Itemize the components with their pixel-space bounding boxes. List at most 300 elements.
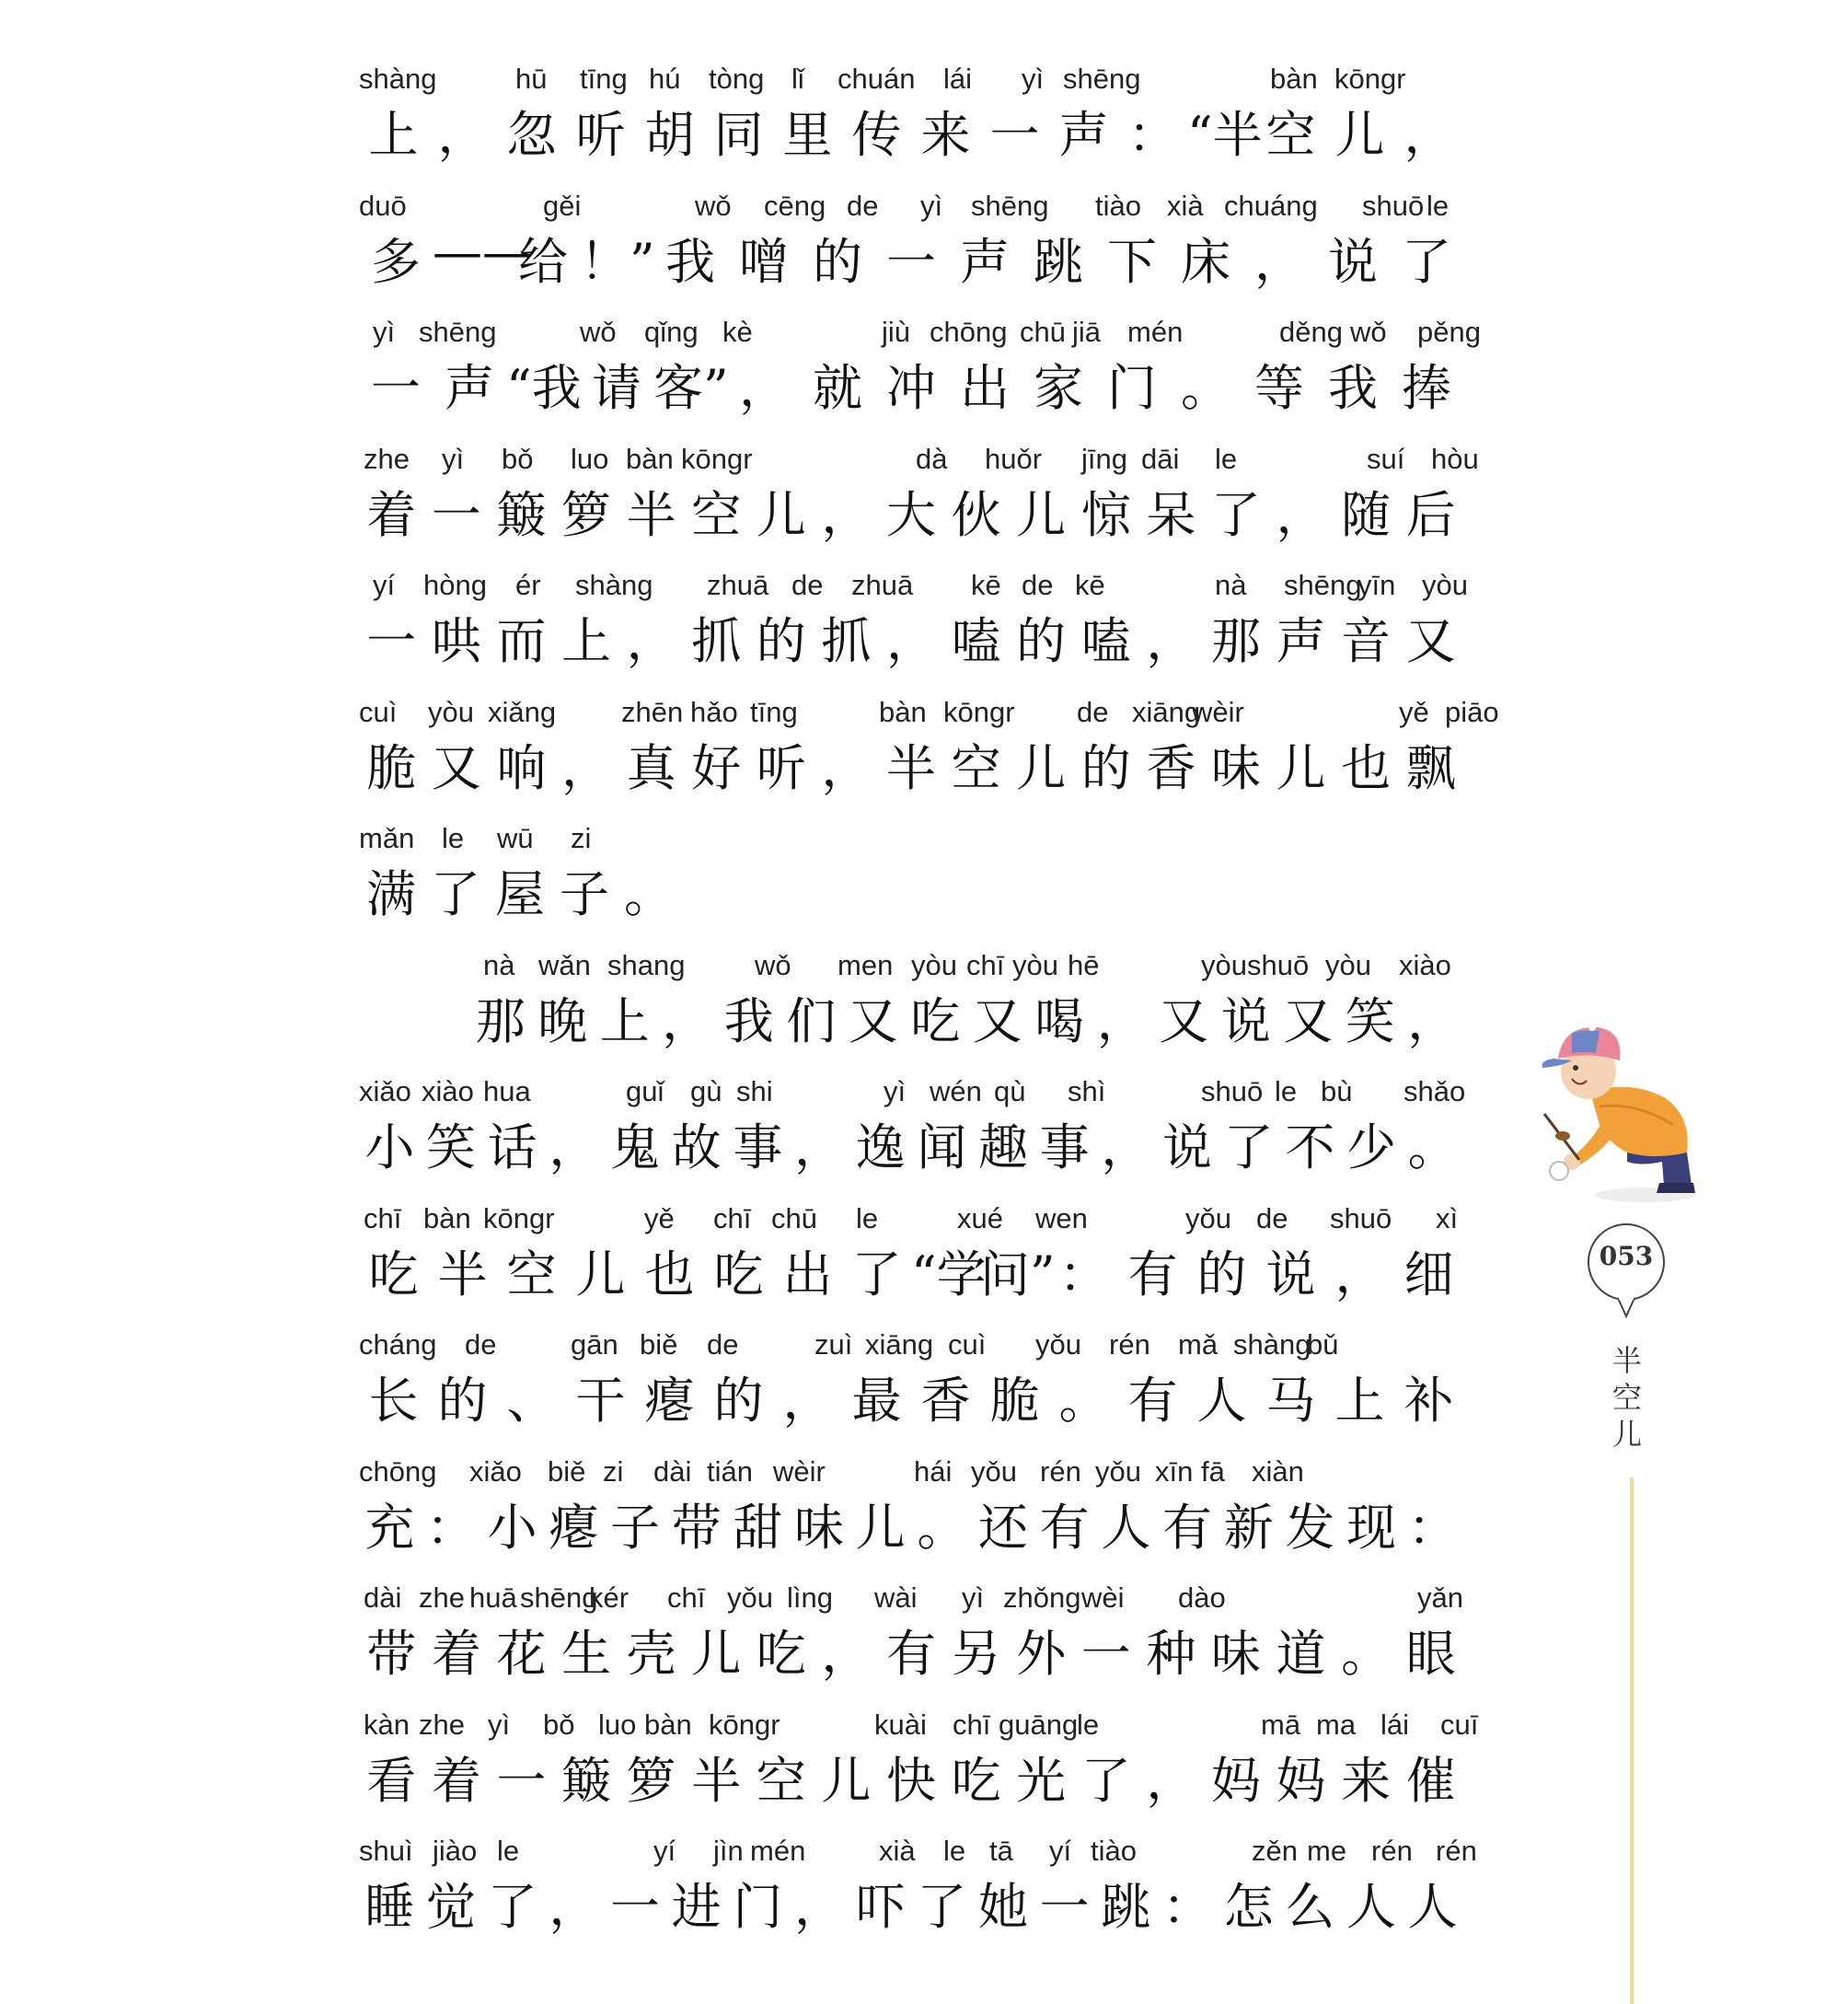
hanzi-char: 新 [1223, 1498, 1274, 1557]
pinyin-syllable: yí [1049, 1835, 1072, 1867]
pinyin-syllable: cuī [1440, 1708, 1479, 1741]
hanzi-char: 鬼 [609, 1118, 660, 1176]
hanzi-char: 儿 [756, 485, 806, 544]
hanzi-char: 那 [1210, 612, 1261, 670]
pinyin-syllable: de [707, 1328, 739, 1361]
hanzi-char: 有 [885, 1625, 936, 1683]
hanzi-char: 又 [972, 991, 1022, 1050]
hanzi-char: 随 [1341, 485, 1392, 544]
hanzi-row [359, 96, 1519, 162]
hanzi-char: ： [1161, 1878, 1212, 1936]
text-line [359, 308, 1519, 435]
hanzi-char: 妈 [1276, 1751, 1326, 1810]
pinyin-syllable: xiào [422, 1075, 474, 1107]
pinyin-row [359, 1328, 1519, 1365]
pinyin-syllable: shuì [359, 1835, 413, 1867]
pinyin-syllable: yòu [1422, 569, 1468, 601]
pinyin-syllable: wǒ [1350, 316, 1387, 348]
pinyin-syllable: gù [690, 1075, 722, 1107]
hanzi-char: 也 [644, 1245, 695, 1303]
hanzi-char: 问” [980, 1245, 1056, 1303]
hanzi-char: ， [739, 359, 789, 417]
pinyin-syllable: zhuā [851, 569, 914, 601]
pinyin-syllable: shēng [520, 1581, 598, 1614]
hanzi-char: 箩 [561, 485, 612, 544]
hanzi-char: 又 [1283, 991, 1334, 1050]
pinyin-syllable: hua [483, 1075, 531, 1107]
pinyin-row [359, 1455, 1519, 1492]
hanzi-char: 给 [518, 232, 568, 291]
pinyin-syllable: shēng [1284, 569, 1362, 601]
hanzi-char: 满 [366, 865, 416, 923]
pinyin-syllable: xiāng [1132, 695, 1201, 728]
hanzi-char: ， [561, 738, 612, 797]
pinyin-syllable: dāi [1141, 442, 1180, 475]
pinyin-syllable: shēng [1063, 63, 1141, 95]
text-line [359, 1321, 1519, 1448]
pinyin-syllable: xiào [1399, 948, 1451, 981]
hanzi-char: 们 [786, 991, 837, 1050]
pinyin-row [359, 1835, 1519, 1871]
hanzi-char: 说 [1265, 1245, 1316, 1303]
pinyin-syllable: le [1426, 189, 1450, 222]
hanzi-char: 故 [671, 1118, 722, 1176]
hanzi-char: “学 [911, 1245, 987, 1303]
hanzi-char: 的 [756, 612, 806, 670]
pinyin-syllable: yì [962, 1581, 985, 1614]
pinyin-syllable: le [442, 822, 465, 854]
hanzi-char: 长 [368, 1372, 419, 1430]
pinyin-syllable: jīng [1081, 442, 1127, 475]
hanzi-char: 来 [920, 106, 971, 164]
hanzi-row [359, 982, 1519, 1048]
hanzi-char: 着 [431, 1625, 481, 1683]
hanzi-char: 味 [1210, 1625, 1261, 1683]
pinyin-syllable: shàng [1233, 1328, 1311, 1361]
hanzi-char: 等 [1254, 359, 1304, 417]
pinyin-syllable: kér [589, 1581, 629, 1614]
pinyin-syllable: piāo [1445, 695, 1499, 728]
pinyin-syllable: le [497, 1835, 520, 1867]
pinyin-syllable: chī [364, 1201, 402, 1234]
hanzi-char: 种 [1146, 1625, 1196, 1683]
hanzi-char: 儿 [821, 1751, 872, 1810]
pinyin-syllable: gěi [543, 189, 582, 222]
pinyin-row [359, 1075, 1519, 1112]
pinyin-syllable: yīn [1357, 569, 1396, 601]
pinyin-syllable: chū [1020, 316, 1066, 348]
pinyin-syllable: biě [640, 1328, 678, 1361]
pinyin-syllable: guāng [999, 1708, 1079, 1741]
hanzi-char: 真 [626, 738, 676, 797]
pinyin-syllable: de [847, 189, 879, 222]
hanzi-char: 最 [851, 1372, 902, 1430]
pinyin-syllable: bù [1321, 1075, 1353, 1107]
hanzi-row [359, 1742, 1519, 1808]
pinyin-syllable: wén [930, 1075, 982, 1107]
pinyin-syllable: duō [359, 189, 407, 222]
text-line [359, 562, 1519, 689]
hanzi-char: 她 [977, 1878, 1028, 1936]
hanzi-char: 有 [1039, 1498, 1090, 1557]
pinyin-syllable: jiā [1072, 316, 1102, 348]
hanzi-char: 么 [1285, 1878, 1335, 1936]
pinyin-syllable: děng [1279, 316, 1343, 348]
hanzi-char: 话 [487, 1118, 537, 1176]
hanzi-char: 的 [1080, 738, 1131, 797]
hanzi-char: 飘 [1405, 738, 1456, 797]
hanzi-char: 眼 [1405, 1625, 1456, 1683]
hanzi-char: 还 [977, 1498, 1028, 1557]
pinyin-syllable: hái [914, 1454, 953, 1488]
hanzi-char: 声 [960, 232, 1010, 291]
hanzi-char: ， [793, 1118, 844, 1176]
hanzi-char: 出 [960, 359, 1010, 417]
hanzi-char: 伙 [951, 485, 1001, 544]
hanzi-char: 声 [1058, 106, 1109, 164]
pinyin-syllable: pěng [1417, 316, 1481, 348]
hanzi-char: 人 [1196, 1372, 1247, 1430]
hanzi-char: 了 [1210, 485, 1261, 544]
hanzi-char: 我 [665, 232, 715, 291]
hanzi-char: 少 [1346, 1118, 1396, 1176]
hanzi-char: 大 [885, 485, 936, 544]
pinyin-syllable: mǎ [1178, 1328, 1219, 1361]
pinyin-syllable: yì [884, 1075, 907, 1107]
hanzi-char: 事 [733, 1118, 783, 1176]
pinyin-syllable: kōngr [483, 1201, 555, 1234]
hanzi-char: 逸 [855, 1118, 906, 1176]
hanzi-char: 簸 [496, 485, 547, 544]
hanzi-char: ， [793, 1878, 844, 1936]
hanzi-char: 空 [951, 738, 1001, 797]
pinyin-syllable: qù [994, 1075, 1026, 1107]
hanzi-char: 了 [851, 1245, 902, 1303]
hanzi-char: 来 [1341, 1751, 1392, 1810]
hanzi-char: 一 [431, 485, 481, 544]
text-line [359, 435, 1519, 562]
hanzi-char: 。 [1058, 1372, 1109, 1430]
pinyin-syllable: jiù [882, 316, 911, 348]
pinyin-syllable: shuō [1201, 1075, 1264, 1107]
hanzi-char: 门 [1107, 359, 1157, 417]
pinyin-syllable: chū [771, 1201, 817, 1234]
pinyin-syllable: luo [598, 1708, 637, 1741]
pinyin-syllable: chī [667, 1581, 706, 1614]
pinyin-syllable: qǐng [644, 316, 699, 348]
pinyin-syllable: shì [1068, 1075, 1106, 1107]
pinyin-syllable: de [465, 1328, 497, 1361]
hanzi-row [359, 1235, 1519, 1302]
hanzi-char: 有 [1127, 1245, 1178, 1303]
pinyin-syllable: yì [442, 442, 465, 475]
pinyin-syllable: guǐ [626, 1075, 664, 1107]
hanzi-char: 冲 [886, 359, 936, 417]
hanzi-char: ， [626, 612, 676, 670]
pinyin-syllable: yǒu [971, 1454, 1017, 1488]
hanzi-char: 又 [1405, 612, 1456, 670]
pinyin-syllable: cuì [948, 1328, 987, 1361]
pinyin-row [359, 696, 1519, 733]
hanzi-char: 子 [609, 1498, 660, 1557]
hanzi-char: 里 [782, 106, 833, 164]
text-line [359, 815, 1519, 942]
hanzi-char: 子 [560, 865, 609, 923]
hanzi-char: 一 [609, 1878, 660, 1936]
text-line [359, 182, 1519, 309]
hanzi-char: 好 [691, 738, 742, 797]
pinyin-syllable: chī [953, 1708, 991, 1741]
hanzi-char: 味 [793, 1498, 844, 1557]
hanzi-char: 我 [723, 991, 774, 1050]
pinyin-syllable: bǔ [1307, 1328, 1339, 1361]
hanzi-char: ， [1403, 106, 1454, 164]
hanzi-char: 。 [1181, 359, 1230, 417]
hanzi-char: 觉 [425, 1878, 476, 1936]
hanzi-char: 半 [437, 1245, 488, 1303]
hanzi-char: ， [1334, 1245, 1385, 1303]
pinyin-syllable: dài [364, 1581, 402, 1614]
pinyin-syllable: shēng [419, 316, 497, 348]
hanzi-char: ， [1254, 232, 1304, 291]
pinyin-row [359, 316, 1519, 353]
hanzi-char: 催 [1405, 1751, 1456, 1810]
hanzi-char: 也 [1341, 738, 1392, 797]
hanzi-char: 带 [366, 1625, 417, 1683]
pinyin-syllable: tiào [1091, 1835, 1137, 1867]
hanzi-char: 抓 [691, 612, 742, 670]
hanzi-char: 又 [1159, 991, 1209, 1050]
pinyin-syllable: shǎo [1403, 1075, 1466, 1107]
hanzi-char: 半 [626, 485, 676, 544]
hanzi-char: 半 [691, 1751, 742, 1810]
pinyin-syllable: dài [653, 1454, 692, 1488]
pinyin-syllable: le [1275, 1075, 1298, 1107]
hanzi-char: 儿 [575, 1245, 626, 1303]
hanzi-char: 花 [496, 1625, 547, 1683]
pinyin-syllable: yǒu [1185, 1201, 1231, 1234]
pinyin-syllable: mén [1127, 316, 1184, 348]
hanzi-char: 看 [366, 1751, 417, 1810]
pinyin-syllable: hòu [1431, 442, 1479, 475]
hanzi-char: 嗑 [1080, 612, 1131, 670]
hanzi-char: 了 [1223, 1118, 1274, 1176]
pinyin-syllable: nà [483, 948, 515, 981]
hanzi-char: 道 [1276, 1625, 1326, 1683]
text-line [359, 942, 1519, 1069]
hanzi-char: 空 [691, 485, 742, 544]
hanzi-row [359, 1361, 1519, 1428]
pinyin-syllable: zuì [814, 1328, 853, 1361]
hanzi-char: 进 [671, 1878, 722, 1936]
hanzi-char: 而 [496, 612, 547, 670]
hanzi-char: 儿 [1334, 106, 1385, 164]
pinyin-syllable: xiǎo [469, 1454, 522, 1488]
pinyin-row [359, 190, 1519, 226]
text-line [359, 1827, 1519, 1954]
hanzi-char: ， [662, 991, 712, 1050]
hanzi-char: 箩 [626, 1751, 676, 1810]
pinyin-syllable: hǎo [690, 695, 738, 728]
hanzi-char: 哄 [431, 612, 481, 670]
pinyin-syllable: yǒu [1095, 1454, 1141, 1488]
pinyin-syllable: tīng [580, 63, 628, 95]
hanzi-char: 。 [917, 1498, 967, 1557]
hanzi-char: 又 [431, 738, 481, 797]
hanzi-char: 。 [624, 865, 674, 923]
hanzi-row [359, 855, 1519, 921]
pinyin-syllable: wèir [1192, 695, 1244, 728]
hanzi-char: 干 [575, 1372, 626, 1430]
pinyin-syllable: kōngr [1334, 63, 1406, 95]
pinyin-syllable: yě [1399, 695, 1429, 728]
pinyin-syllable: le [1215, 442, 1238, 475]
hanzi-char: 的 [813, 232, 862, 291]
hanzi-char: 的 [437, 1372, 488, 1430]
hanzi-char: 趣 [977, 1118, 1028, 1176]
pinyin-syllable: huā [469, 1581, 517, 1614]
pinyin-syllable: de [1077, 695, 1109, 728]
hanzi-row [359, 476, 1519, 542]
hanzi-char: ， [1096, 991, 1147, 1050]
hanzi-char: ！” [580, 232, 655, 291]
pinyin-syllable: kōngr [943, 695, 1015, 728]
page-number-badge [1585, 1221, 1668, 1322]
pinyin-syllable: le [1077, 1708, 1100, 1741]
pinyin-syllable: chuáng [1224, 189, 1318, 222]
reading-text [359, 55, 1519, 1954]
hanzi-char: 儿 [1276, 738, 1326, 797]
hanzi-char: 屋 [495, 865, 545, 923]
hanzi-char: 就 [813, 359, 862, 417]
hanzi-char: 说 [1328, 232, 1378, 291]
page-number: 053 [1599, 1241, 1654, 1271]
hanzi-char: 儿 [855, 1498, 906, 1557]
hanzi-char: 说 [1161, 1118, 1212, 1176]
pinyin-syllable: wài [874, 1581, 918, 1614]
hanzi-char: 了 [1402, 232, 1451, 291]
pinyin-syllable: kōngr [709, 1708, 780, 1741]
pinyin-syllable: shuō [1247, 948, 1310, 981]
hanzi-char: 一 [1080, 1625, 1131, 1683]
hanzi-char: 人 [1346, 1878, 1396, 1936]
hanzi-char: 又 [848, 991, 898, 1050]
pinyin-syllable: zhe [419, 1708, 465, 1741]
hanzi-row [359, 1108, 1519, 1175]
hanzi-char: —— [433, 222, 532, 281]
pinyin-syllable: suí [1367, 442, 1405, 475]
hanzi-char: ： [1127, 106, 1178, 164]
hanzi-char: 有 [1127, 1372, 1178, 1430]
hanzi-char: 空 [756, 1751, 806, 1810]
pinyin-syllable: yí [373, 569, 396, 601]
hanzi-char: 了 [431, 865, 480, 923]
hanzi-char: 儿 [691, 1625, 742, 1683]
hanzi-char: ： [425, 1498, 476, 1557]
hanzi-char: 听 [575, 106, 626, 164]
pinyin-syllable: rén [1436, 1835, 1477, 1867]
hanzi-char: 音 [1341, 612, 1392, 670]
hanzi-char: 脆 [366, 738, 417, 797]
hanzi-char: 儿 [1016, 485, 1067, 544]
hanzi-char: 空 [1265, 106, 1316, 164]
chapter-title-char: 儿 [1611, 1417, 1642, 1452]
pinyin-syllable: yì [488, 1708, 511, 1741]
hanzi-char: 簸 [561, 1751, 612, 1810]
hanzi-char: ， [549, 1878, 599, 1936]
pinyin-syllable: yě [644, 1201, 675, 1234]
hanzi-char: 床 [1181, 232, 1230, 291]
pinyin-syllable: bàn [626, 442, 674, 475]
hanzi-char: ， [821, 738, 872, 797]
chapter-title-char: 空 [1611, 1380, 1642, 1415]
hanzi-char: 一 [886, 232, 936, 291]
hanzi-char: 上 [561, 612, 612, 670]
pinyin-syllable: lìng [787, 1581, 833, 1614]
pinyin-syllable: wǎn [538, 948, 591, 981]
pinyin-syllable: zhuā [707, 569, 769, 601]
hanzi-char: 同 [713, 106, 764, 164]
hanzi-char: 跳 [1101, 1878, 1151, 1936]
pinyin-syllable: hòng [423, 569, 487, 601]
hanzi-char: 怎 [1223, 1878, 1274, 1936]
pinyin-syllable: bǒ [543, 1708, 575, 1741]
pinyin-syllable: ér [515, 569, 541, 601]
pinyin-syllable: hē [1068, 948, 1100, 981]
pinyin-syllable: xiàn [1252, 1454, 1304, 1488]
pinyin-row [359, 63, 1519, 99]
hanzi-char: 瘪 [549, 1498, 599, 1557]
pinyin-syllable: dà [916, 442, 948, 475]
hanzi-row [359, 223, 1519, 289]
hanzi-char: 充 [364, 1498, 415, 1557]
pinyin-syllable: lǐ [791, 63, 804, 95]
pinyin-syllable: xì [1436, 1201, 1459, 1234]
pinyin-syllable: mǎn [359, 822, 415, 854]
pinyin-syllable: chī [713, 1201, 752, 1234]
hanzi-char: 带 [671, 1498, 722, 1557]
pinyin-syllable: yì [373, 316, 396, 348]
pinyin-syllable: shàng [575, 569, 653, 601]
hanzi-char: 事 [1039, 1118, 1090, 1176]
pinyin-syllable: le [856, 1201, 879, 1234]
hanzi-char: 家 [1034, 359, 1083, 417]
pinyin-syllable: yòu [1325, 948, 1371, 981]
pinyin-syllable: me [1307, 1835, 1347, 1867]
hanzi-char: 儿 [1016, 738, 1067, 797]
hanzi-char: 的 [1196, 1245, 1247, 1303]
pinyin-syllable: ma [1316, 1708, 1357, 1741]
pinyin-syllable: de [791, 569, 824, 601]
pinyin-syllable: yǒu [727, 1581, 773, 1614]
hanzi-char: 门 [733, 1878, 783, 1936]
hanzi-char: ， [821, 485, 872, 544]
hanzi-char: 呆 [1146, 485, 1196, 544]
pinyin-row [359, 569, 1519, 606]
pinyin-syllable: xiāng [865, 1328, 934, 1361]
pinyin-syllable: kàn [364, 1708, 410, 1741]
pinyin-syllable: wèi [1081, 1581, 1125, 1614]
hanzi-char: 小 [487, 1498, 537, 1557]
hanzi-char: 声 [445, 359, 494, 417]
boy-cracking-peanuts-illustration [1535, 1014, 1710, 1208]
pinyin-syllable: dào [1178, 1581, 1226, 1614]
hanzi-char: 传 [851, 106, 902, 164]
hanzi-char: 惊 [1080, 485, 1131, 544]
hanzi-char: 细 [1403, 1245, 1454, 1303]
hanzi-char: 小 [364, 1118, 415, 1176]
pinyin-syllable: biě [548, 1454, 586, 1488]
